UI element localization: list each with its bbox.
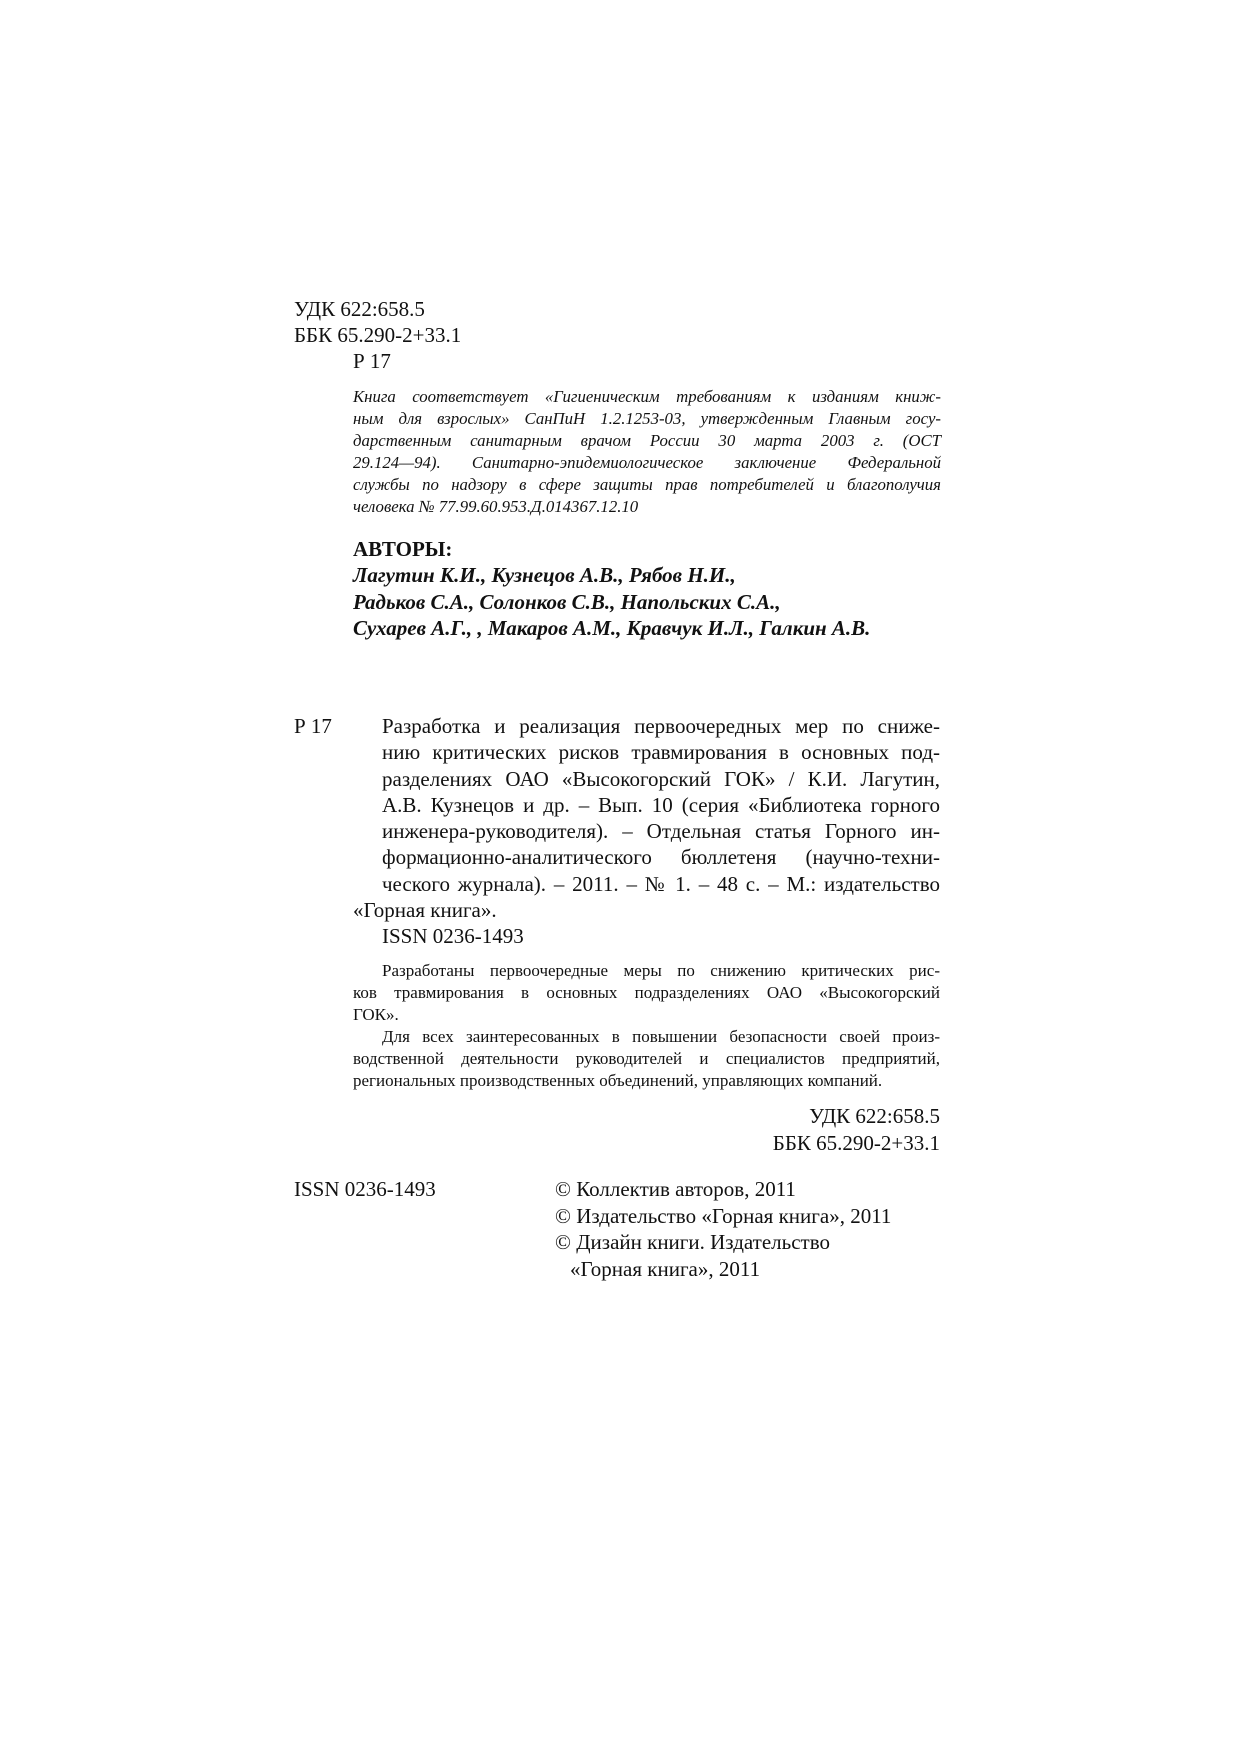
description-line: Разработка и реализация первоочередных мер по сниже- xyxy=(382,714,940,738)
notice-line: дарственным санитарным врачом России 30 марта 2003 г. (ОСТ xyxy=(353,431,941,450)
abstract-line: ков травмирования в основных подразделениях ОАО «Высокогорский xyxy=(353,983,940,1002)
copyright-line: © Дизайн книги. Издательство xyxy=(555,1230,831,1254)
footer-bbk-code: ББК 65.290-2+33.1 xyxy=(772,1130,940,1155)
authors-heading: АВТОРЫ: xyxy=(353,537,453,561)
description-line: А.В. Кузнецов и др. – Вып. 10 (серия «Библиотека горного xyxy=(382,792,940,817)
entry-author-mark: Р 17 xyxy=(294,714,332,738)
copyright-block xyxy=(555,1176,891,1282)
description-line: разделениях ОАО «Высокогорский ГОК» / К.И. Лагутин, xyxy=(382,766,940,791)
entry-issn: ISSN 0236-1493 xyxy=(382,924,524,949)
abstract xyxy=(353,960,940,1092)
copyright-line: © Издательство «Горная книга», 2011 xyxy=(555,1203,892,1228)
abstract-line: Разработаны первоочередные меры по снижению критических рис- xyxy=(382,961,940,980)
copyright-line: «Горная книга», 2011 xyxy=(570,1256,761,1281)
authors-line: Сухарев А.Г., , Макаров А.М., Кравчук И.Л., Галкин А.В. xyxy=(353,616,871,640)
abstract-line: региональных производственных объединений, управляющих компаний. xyxy=(353,1071,883,1090)
abstract-line: водственной деятельности руководителей и специалистов предприятий, xyxy=(353,1049,940,1068)
udk-code: УДК 622:658.5 xyxy=(294,297,425,321)
notice-line: Книга соответствует «Гигиеническим требованиям к изданиям книж- xyxy=(353,387,941,406)
notice-line: службы по надзору в сфере защиты прав потребителей и благополучия xyxy=(353,475,941,494)
footer-udk-code: УДК 622:658.5 xyxy=(809,1104,940,1128)
notice-line: человека № 77.99.60.953.Д.014367.12.10 xyxy=(353,497,639,516)
notice-line: 29.124—94). Санитарно-эпидемиологическое заключение Федеральной xyxy=(353,453,941,472)
copyright-line: © Коллектив авторов, 2011 xyxy=(555,1177,796,1201)
authors-list xyxy=(353,562,870,642)
footer-codes xyxy=(773,1103,940,1156)
authors-line: Лагутин К.И., Кузнецов А.В., Рябов Н.И., xyxy=(353,563,736,587)
description-line: ческого журнала). – 2011. – № 1. – 48 с. – М.: издательство xyxy=(382,871,940,896)
description-line: нию критических рисков травмирования в основных под- xyxy=(382,740,940,765)
authors-line: Радьков С.А., Солонков С.В., Напольских С.А., xyxy=(353,589,781,614)
description-line: формационно-аналитического бюллетеня (научно-техни- xyxy=(382,845,940,870)
abstract-line: Для всех заинтересованных в повышении безопасности своей произ- xyxy=(382,1027,940,1046)
abstract-line: ГОК». xyxy=(353,1005,399,1024)
notice-line: ным для взрослых» СанПиН 1.2.1253-03, утвержденным Главным госу- xyxy=(353,409,941,428)
footer-issn: ISSN 0236-1493 xyxy=(294,1177,436,1201)
author-mark: Р 17 xyxy=(353,349,391,373)
sanitary-notice xyxy=(353,386,941,518)
description-line: инженера-руководителя). – Отдельная статья Горного ин- xyxy=(382,819,940,844)
description-line: «Горная книга». xyxy=(353,898,497,923)
bibliographic-description xyxy=(353,713,940,950)
bbk-code: ББК 65.290-2+33.1 xyxy=(294,323,462,347)
